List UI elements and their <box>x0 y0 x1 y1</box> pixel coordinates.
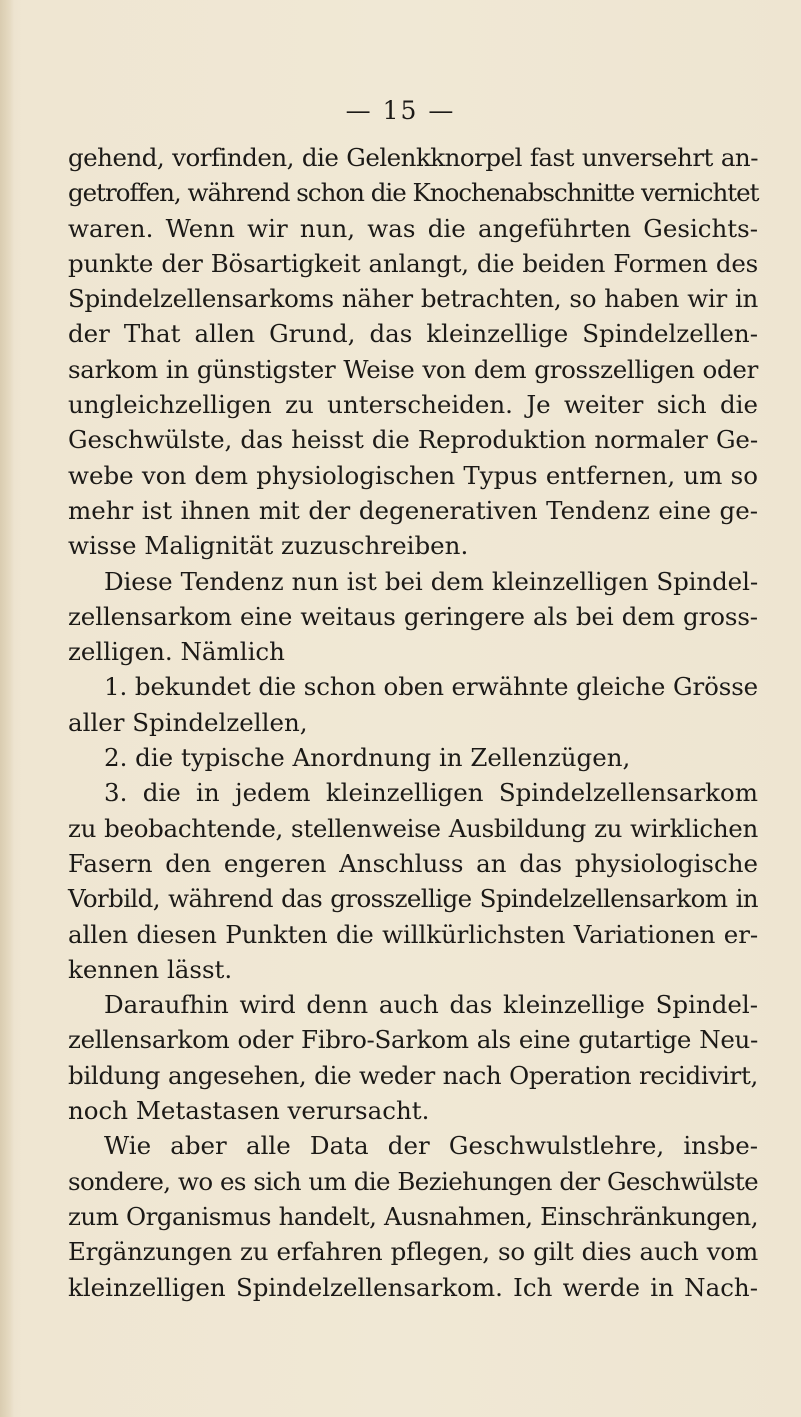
text-line: waren. Wenn wir nun, was die angeführten Gesichts- <box>68 213 758 243</box>
text-line: webe von dem physiologischen Typus entfernen, um so <box>68 460 758 490</box>
text-line: zellensarkom oder Fibro-Sarkom als eine gutartige Neu- <box>68 1025 758 1055</box>
text-line: Spindelzellensarkoms näher betrachten, so haben wir in <box>68 284 758 314</box>
page-number: — 15 — <box>345 96 456 125</box>
text-line: der That allen Grund, das kleinzellige Spindelzellen- <box>68 319 758 349</box>
text-line: allen diesen Punkten die willkürlichsten Variationen er- <box>68 919 758 949</box>
text-line: punkte der Bösartigkeit anlangt, die beiden Formen des <box>68 248 758 278</box>
text-line: zum Organismus handelt, Ausnahmen, Einschränkungen, <box>68 1201 758 1231</box>
text-line: aller Spindelzellen, <box>68 707 308 737</box>
text-line: 3. die in jedem kleinzelligen Spindelzellensarkom <box>104 778 758 808</box>
text-line: Wie aber alle Data der Geschwulstlehre, insbe- <box>104 1131 758 1161</box>
text-line: ungleichzelligen zu unterscheiden. Je weiter sich die <box>68 390 758 420</box>
page-binding-edge <box>0 0 14 1417</box>
text-line: gehend, vorfinden, die Gelenkknorpel fast unversehrt an- <box>68 143 758 172</box>
text-line: Fasern den engeren Anschluss an das physiologische <box>68 848 758 878</box>
text-line: sondere, wo es sich um die Beziehungen der Geschwülste <box>68 1166 758 1196</box>
text-line: mehr ist ihnen mit der degenerativen Tendenz eine ge- <box>68 495 758 525</box>
text-line: kleinzelligen Spindelzellensarkom. Ich werde in Nach- <box>68 1272 758 1302</box>
text-line: kennen lässt. <box>68 954 233 984</box>
text-line: Vorbild, während das grosszellige Spindelzellensarkom in <box>68 884 758 914</box>
text-line: bildung angesehen, die weder nach Operation recidivirt, <box>68 1060 758 1090</box>
text-line: zelligen. Nämlich <box>68 637 285 667</box>
text-line: Ergänzungen zu erfahren pflegen, so gilt dies auch vom <box>68 1237 758 1267</box>
text-line: zu beobachtende, stellenweise Ausbildung zu wirklichen <box>68 813 758 843</box>
text-line: Geschwülste, das heisst die Reproduktion normaler Ge- <box>68 425 758 455</box>
text-line: Diese Tendenz nun ist bei dem kleinzelligen Spindel- <box>104 566 758 596</box>
text-line: sarkom in günstigster Weise von dem grosszelligen oder <box>68 354 758 384</box>
text-line: Daraufhin wird denn auch das kleinzellige Spindel- <box>104 990 758 1020</box>
text-line: zellensarkom eine weitaus geringere als bei dem gross- <box>68 601 758 631</box>
text-line: 1. bekundet die schon oben erwähnte gleiche Grösse <box>104 672 759 702</box>
text-line: wisse Malignität zuzuschreiben. <box>68 531 469 561</box>
text-line: noch Metastasen verursacht. <box>68 1096 430 1126</box>
body-text <box>68 140 758 1305</box>
text-line: getroffen, während schon die Knochenabschnitte vernichtet <box>68 178 759 208</box>
text-line: 2. die typische Anordnung in Zellenzügen, <box>104 743 631 773</box>
